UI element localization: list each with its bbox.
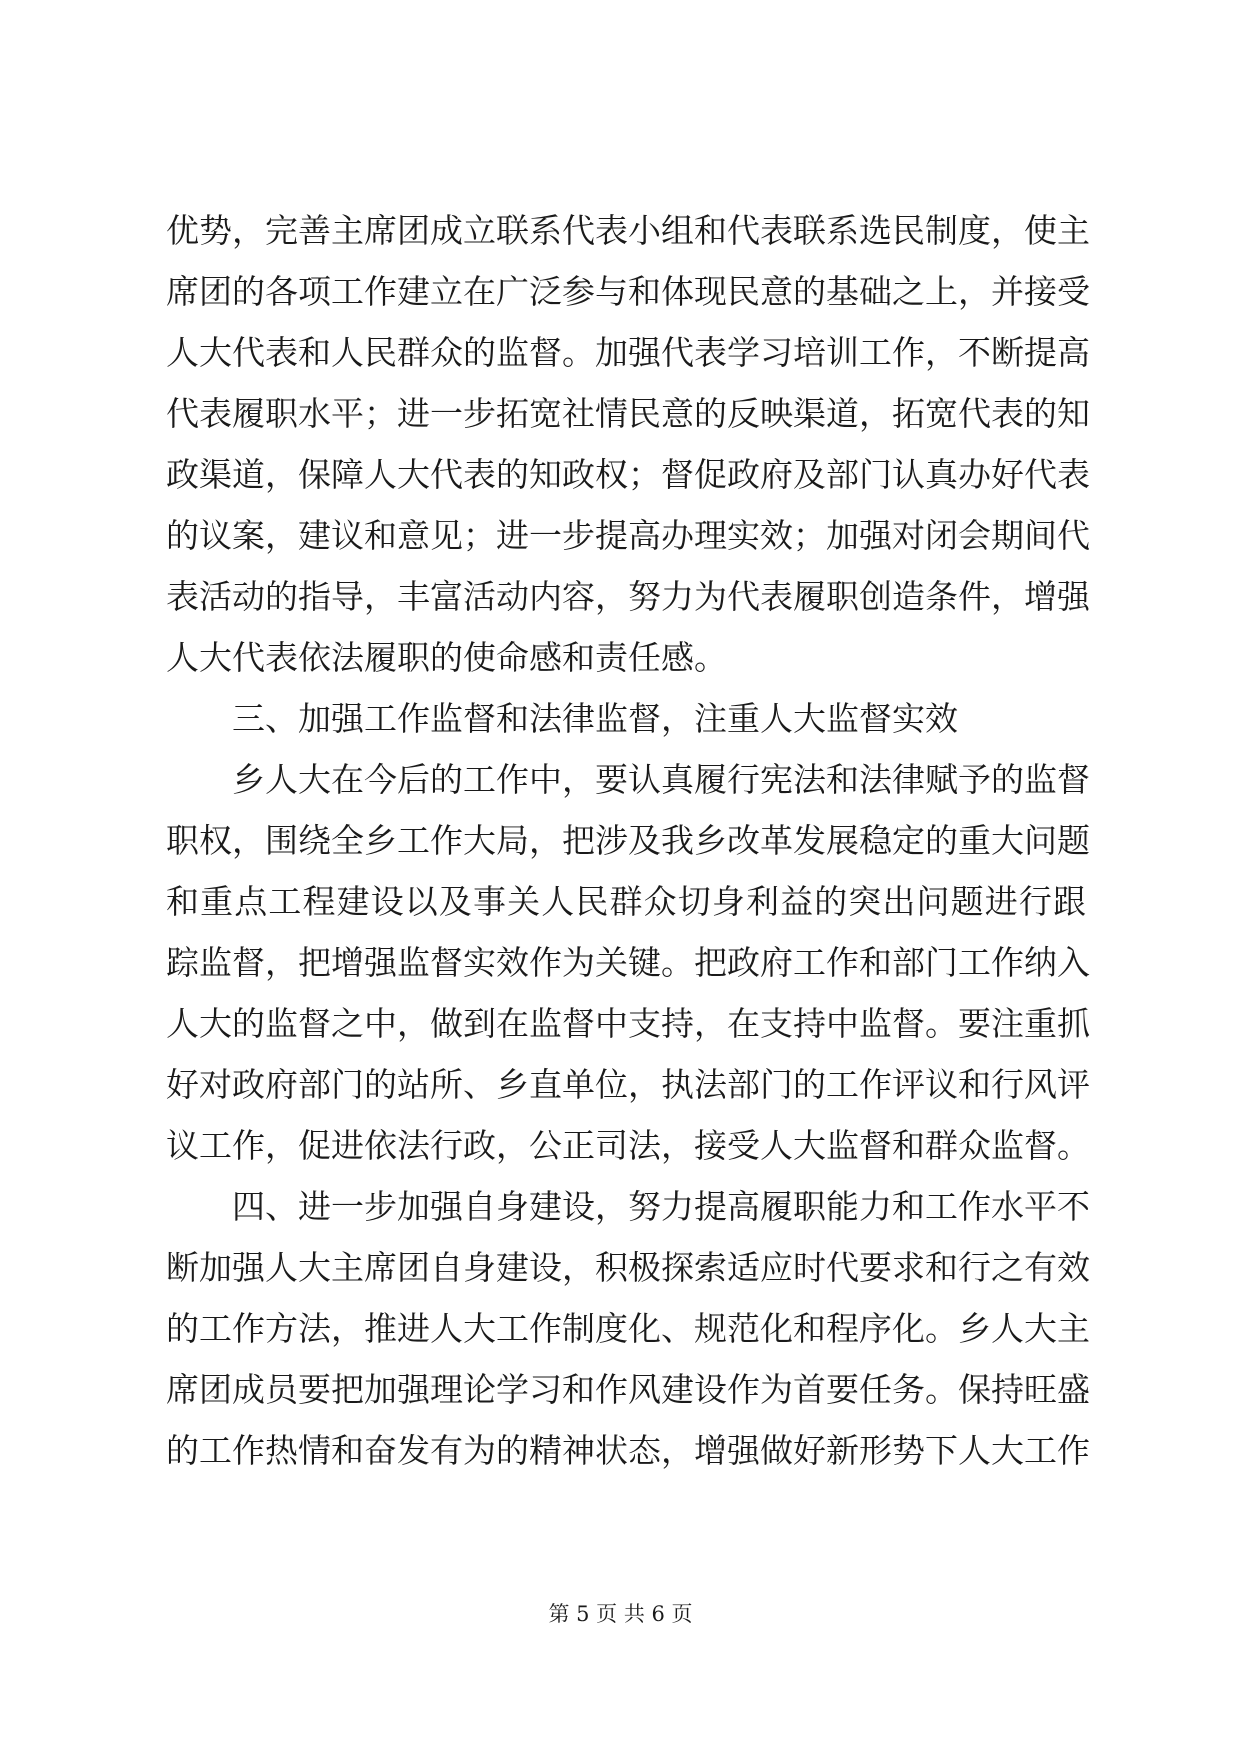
text-line: 人大的监督之中，做到在监督中支持，在支持中监督。要注重抓: [166, 1004, 1090, 1043]
section-heading: 三、加强工作监督和法律监督，注重人大监督实效: [232, 699, 958, 738]
text-line: 席团的各项工作建立在广泛参与和体现民意的基础之上，并接受: [166, 272, 1090, 311]
text-line: 政渠道，保障人大代表的知政权；督促政府及部门认真办好代表: [166, 455, 1090, 494]
text-line: 的工作方法，推进人大工作制度化、规范化和程序化。乡人大主: [166, 1309, 1090, 1348]
page-number-footer: 第 5 页 共 6 页: [548, 1602, 693, 1626]
text-line: 席团成员要把加强理论学习和作风建设作为首要任务。保持旺盛: [166, 1370, 1090, 1409]
text-line: 断加强人大主席团自身建设，积极探索适应时代要求和行之有效: [166, 1248, 1090, 1287]
text-line: 职权，围绕全乡工作大局，把涉及我乡改革发展稳定的重大问题: [166, 821, 1090, 860]
text-line: 优势，完善主席团成立联系代表小组和代表联系选民制度，使主: [166, 211, 1090, 250]
text-line: 表活动的指导，丰富活动内容，努力为代表履职创造条件，增强: [166, 577, 1090, 616]
text-line: 和重点工程建设以及事关人民群众切身利益的突出问题进行跟: [166, 882, 1086, 921]
text-line: 踪监督，把增强监督实效作为关键。把政府工作和部门工作纳入: [166, 943, 1090, 982]
text-line: 人大代表和人民群众的监督。加强代表学习培训工作，不断提高: [166, 333, 1090, 372]
text-line: 乡人大在今后的工作中，要认真履行宪法和法律赋予的监督: [232, 760, 1090, 799]
text-line: 的议案，建议和意见；进一步提高办理实效；加强对闭会期间代: [166, 516, 1090, 555]
text-line: 议工作，促进依法行政，公正司法，接受人大监督和群众监督。: [166, 1126, 1090, 1165]
text-line: 人大代表依法履职的使命感和责任感。: [166, 638, 727, 677]
text-line: 代表履职水平；进一步拓宽社情民意的反映渠道，拓宽代表的知: [166, 394, 1090, 433]
text-line: 的工作热情和奋发有为的精神状态，增强做好新形势下人大工作: [166, 1431, 1090, 1470]
text-line: 好对政府部门的站所、乡直单位，执法部门的工作评议和行风评: [166, 1065, 1090, 1104]
section-heading: 四、进一步加强自身建设，努力提高履职能力和工作水平不: [232, 1187, 1090, 1226]
